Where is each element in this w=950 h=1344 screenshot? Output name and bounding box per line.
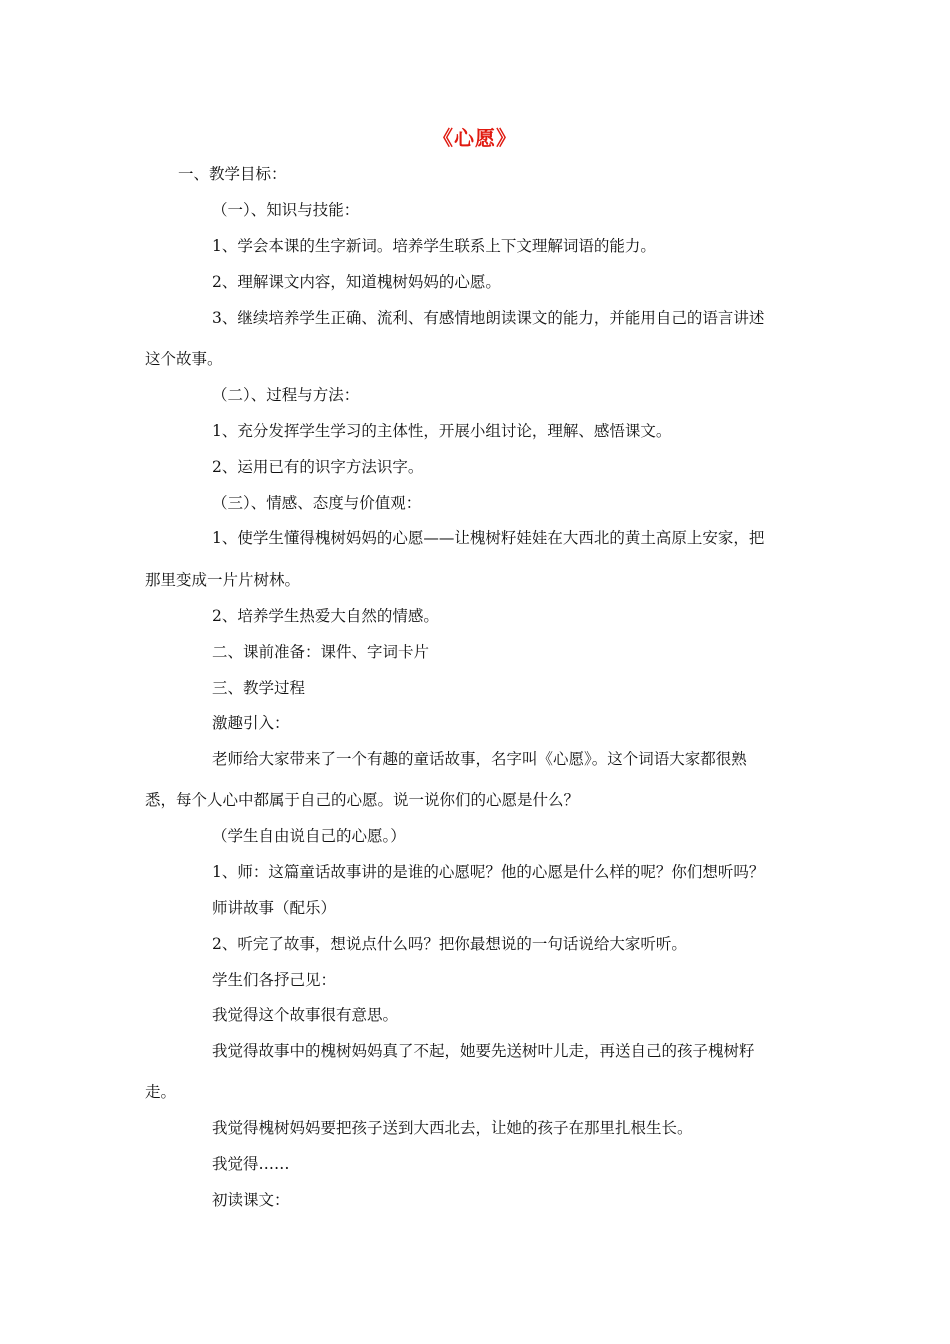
paragraph-continuation: 走。 — [145, 1083, 177, 1101]
paragraph: （学生自由说自己的心愿。） — [212, 827, 406, 845]
paragraph-continuation: 那里变成一片片树林。 — [145, 571, 301, 589]
paragraph: 1、学会本课的生字新词。培养学生联系上下文理解词语的能力。 — [212, 237, 656, 255]
paragraph: 1、充分发挥学生学习的主体性，开展小组讨论，理解、感悟课文。 — [212, 422, 672, 440]
paragraph: 师讲故事（配乐） — [212, 899, 337, 917]
section-heading: 三、教学过程 — [212, 679, 306, 697]
paragraph: 我觉得故事中的槐树妈妈真了不起，她要先送树叶儿走，再送自己的孩子槐树籽 — [212, 1042, 755, 1060]
paragraph: 学生们各抒己见： — [212, 971, 337, 989]
subsection-heading: （一）、知识与技能： — [212, 201, 360, 219]
paragraph: 我觉得槐树妈妈要把孩子送到大西北去，让她的孩子在那里扎根生长。 — [212, 1119, 693, 1137]
paragraph: 2、运用已有的识字方法识字。 — [212, 458, 424, 476]
subsection-heading: （二）、过程与方法： — [212, 386, 360, 404]
subsection-heading: （三）、情感、态度与价值观： — [212, 494, 422, 512]
paragraph: 2、理解课文内容，知道槐树妈妈的心愿。 — [212, 273, 501, 291]
paragraph: 3、继续培养学生正确、流利、有感情地朗读课文的能力，并能用自己的语言讲述 — [212, 309, 765, 327]
paragraph: 2、培养学生热爱大自然的情感。 — [212, 607, 439, 625]
paragraph: 我觉得…… — [212, 1155, 290, 1173]
paragraph: 老师给大家带来了一个有趣的童话故事，名字叫《心愿》。这个词语大家都很熟 — [212, 750, 747, 768]
paragraph: 初读课文： — [212, 1191, 290, 1209]
paragraph-continuation: 这个故事。 — [145, 350, 223, 368]
paragraph: 激趣引入： — [212, 714, 290, 732]
paragraph-continuation: 悉，每个人心中都属于自己的心愿。说一说你们的心愿是什么？ — [145, 791, 580, 809]
paragraph: 我觉得这个故事很有意思。 — [212, 1006, 399, 1024]
section-heading: 一、教学目标： — [178, 165, 287, 183]
section-heading: 二、课前准备：课件、字词卡片 — [212, 643, 430, 661]
paragraph: 2、听完了故事，想说点什么吗？把你最想说的一句话说给大家听听。 — [212, 935, 687, 953]
paragraph: 1、使学生懂得槐树妈妈的心愿——让槐树籽娃娃在大西北的黄土高原上安家，把 — [212, 529, 765, 547]
document-title: 《心愿》 — [433, 126, 517, 150]
paragraph: 1、师：这篇童话故事讲的是谁的心愿呢？他的心愿是什么样的呢？你们想听吗？ — [212, 863, 765, 881]
